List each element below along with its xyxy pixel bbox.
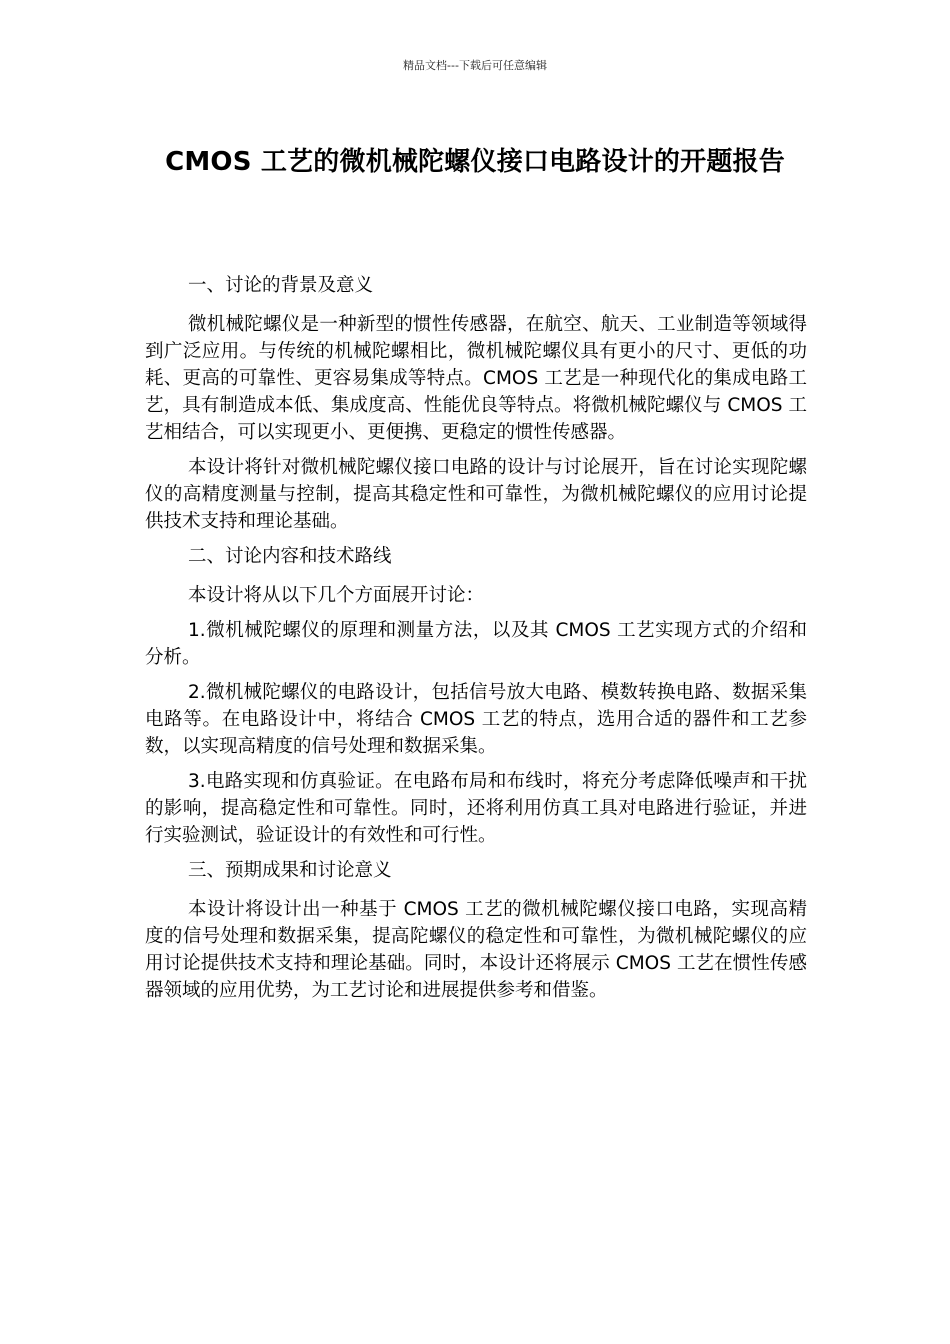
section-heading-outcomes: 三、预期成果和讨论意义	[188, 860, 392, 881]
list-item-content-2: 2.微机械陀螺仪的电路设计，包括信号放大电路、模数转换电路、数据采集电路等。在电路设计中，将结合 CMOS 工艺的特点，选用合适的器件和工艺参数，以实现高精度的信号处理和数据采集。	[145, 682, 807, 757]
section-heading-content: 二、讨论内容和技术路线	[188, 546, 392, 567]
section-heading-background: 一、讨论的背景及意义	[188, 275, 374, 296]
page-header-note: 精品文档---下载后可任意编辑	[403, 59, 547, 72]
list-item-content-3: 3.电路实现和仿真验证。在电路布局和布线时，将充分考虑降低噪声和干扰的影响，提高稳定性和可靠性。同时，还将利用仿真工具对电路进行验证，并进行实验测试，验证设计的有效性和可行性。	[145, 771, 807, 846]
paragraph-outcomes-1: 本设计将设计出一种基于 CMOS 工艺的微机械陀螺仪接口电路，实现高精度的信号处理和数据采集，提高陀螺仪的稳定性和可靠性，为微机械陀螺仪的应用讨论提供技术支持和理论基础。同时，本设计还将展示 CMOS 工艺在惯性传感器领域的应用优势，为工艺讨论和进展提供参考和借鉴。	[145, 899, 807, 1001]
paragraph-content-intro: 本设计将从以下几个方面展开讨论：	[188, 585, 485, 606]
list-item-content-1: 1.微机械陀螺仪的原理和测量方法，以及其 CMOS 工艺实现方式的介绍和分析。	[145, 620, 807, 668]
paragraph-background-1: 微机械陀螺仪是一种新型的惯性传感器，在航空、航天、工业制造等领域得到广泛应用。与传统的机械陀螺相比，微机械陀螺仪具有更小的尺寸、更低的功耗、更高的可靠性、更容易集成等特点。CMOS 工艺是一种现代化的集成电路工艺，具有制造成本低、集成度高、性能优良等特点。将微机械陀螺仪与 CMOS 工艺相结合，可以实现更小、更便携、更稳定的惯性传感器。	[145, 314, 807, 443]
document-title: CMOS 工艺的微机械陀螺仪接口电路设计的开题报告	[165, 147, 785, 177]
document-body	[145, 270, 807, 1012]
paragraph-background-2: 本设计将针对微机械陀螺仪接口电路的设计与讨论展开，旨在讨论实现陀螺仪的高精度测量与控制，提高其稳定性和可靠性，为微机械陀螺仪的应用讨论提供技术支持和理论基础。	[145, 457, 807, 532]
